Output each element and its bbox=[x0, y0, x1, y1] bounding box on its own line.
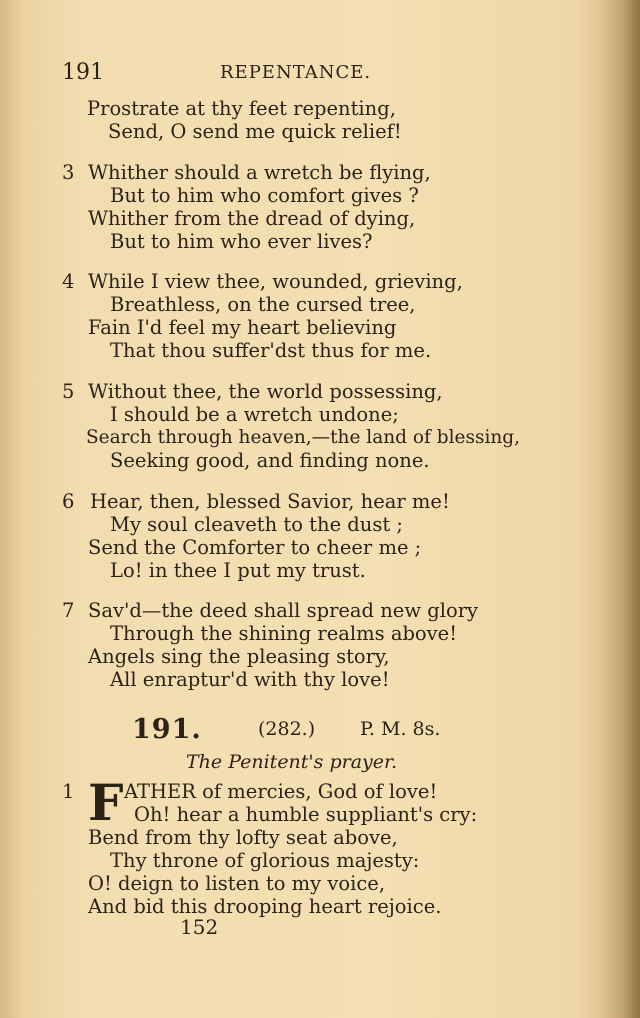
verse-line: Sav'd—the deed shall spread new glory bbox=[88, 599, 479, 622]
verse-line: Send the Comforter to cheer me ; bbox=[88, 536, 422, 559]
verse-number: 3 bbox=[62, 161, 75, 184]
drop-cap: F bbox=[88, 773, 124, 832]
verse-line: Breathless, on the cursed tree, bbox=[110, 293, 416, 316]
verse-line: Oh! hear a humble suppliant's cry: bbox=[134, 803, 478, 826]
hymn-title: The Penitent's prayer. bbox=[186, 751, 398, 773]
verse-line: My soul cleaveth to the dust ; bbox=[110, 513, 403, 536]
signature-mark: 152 bbox=[180, 915, 219, 939]
verse-line: I should be a wretch undone; bbox=[110, 403, 399, 426]
verse-line: Bend from thy lofty seat above, bbox=[88, 826, 398, 849]
page-number: 191 bbox=[62, 60, 104, 85]
verse-line: And bid this drooping heart rejoice. bbox=[88, 895, 442, 918]
verse-line: All enraptur'd with thy love! bbox=[110, 668, 390, 691]
verse-number: 5 bbox=[62, 380, 75, 403]
verse-line: Seeking good, and finding none. bbox=[110, 449, 430, 472]
verse-line: Angels sing the pleasing story, bbox=[88, 645, 390, 668]
verse-number: 6 bbox=[62, 490, 75, 513]
continuation-line: Prostrate at thy feet repenting, bbox=[87, 97, 396, 120]
verse-number: 4 bbox=[62, 270, 75, 293]
verse-line: But to him who ever lives? bbox=[110, 230, 373, 253]
verse-line: Through the shining realms above! bbox=[110, 622, 458, 645]
verse-number: 1 bbox=[62, 780, 75, 803]
running-header bbox=[60, 60, 420, 90]
verse-line: Lo! in thee I put my trust. bbox=[110, 559, 366, 582]
verse-line: Thy throne of glorious majesty: bbox=[110, 849, 420, 872]
verse-line: Fain I'd feel my heart believing bbox=[88, 316, 397, 339]
verse-line: While I view thee, wounded, grieving, bbox=[88, 270, 463, 293]
continuation-line: Send, O send me quick relief! bbox=[108, 120, 402, 143]
hymn-reference: (282.) bbox=[258, 718, 316, 740]
hymn-number: 191. bbox=[132, 714, 202, 745]
verse-line: That thou suffer'dst thus for me. bbox=[110, 339, 432, 362]
verse-line: Search through heaven,—the land of blessing, bbox=[86, 427, 521, 448]
verse-line: Without thee, the world possessing, bbox=[88, 380, 443, 403]
verse-number: 7 bbox=[62, 599, 75, 622]
verse-line: ATHER of mercies, God of love! bbox=[124, 780, 438, 803]
verse-line: Whither should a wretch be flying, bbox=[88, 161, 431, 184]
verse-line: O! deign to listen to my voice, bbox=[88, 872, 386, 895]
verse-line: But to him who comfort gives ? bbox=[110, 184, 419, 207]
page-edge-shadow bbox=[600, 0, 640, 1018]
running-title: REPENTANCE. bbox=[220, 62, 372, 83]
verse-line: Hear, then, blessed Savior, hear me! bbox=[90, 490, 450, 513]
hymn-meter: P. M. 8s. bbox=[360, 718, 441, 740]
verse-line: Whither from the dread of dying, bbox=[88, 207, 416, 230]
